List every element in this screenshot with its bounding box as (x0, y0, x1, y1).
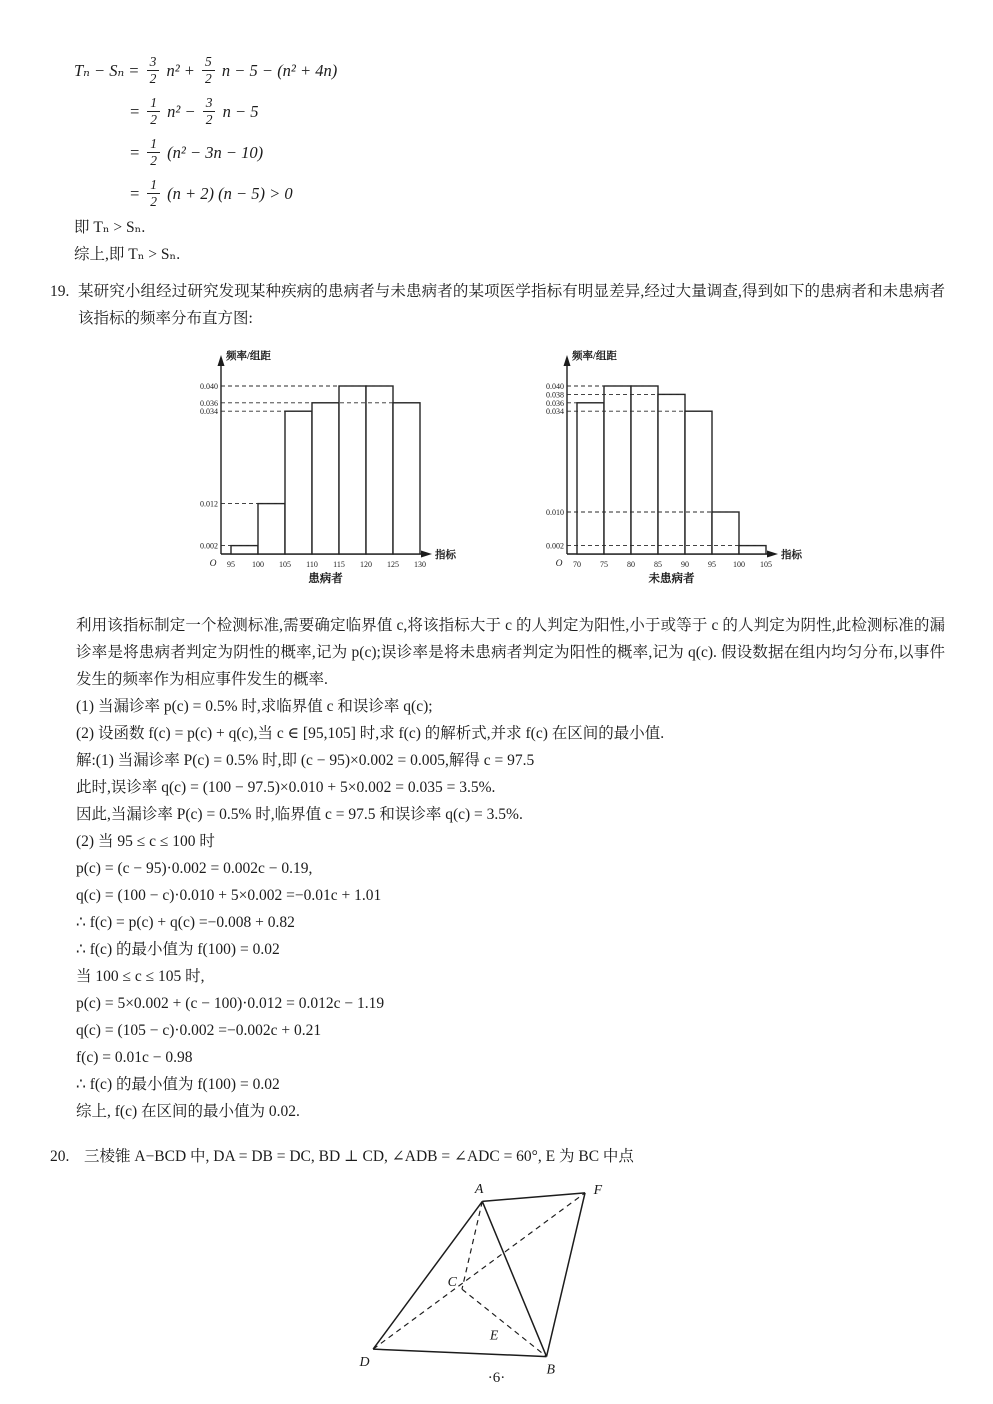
solution-line: q(c) = (100 − c)·0.010 + 5×0.002 =−0.01c + 1.01 (76, 887, 382, 904)
solution-line: 此时,误诊率 q(c) = (100 − 97.5)×0.010 + 5×0.002 = 0.035 = 3.5%. (76, 779, 496, 796)
question-20-stem: 三棱锥 A−BCD 中, DA = DB = DC, BD ⊥ CD, ∠ADB = ∠ADC = 60°, E 为 BC 中点 (84, 1148, 634, 1165)
solution-line: 当 100 ≤ c ≤ 105 时, (76, 968, 205, 985)
question-19-stem: 某研究小组经过研究发现某种疾病的患病者与未患病者的某项医学指标有明显差异,经过大量调查,得到如下的患病者和未患病者该指标的频率分布直方图: (78, 283, 945, 327)
x-tick-label: 95 (707, 560, 716, 569)
histogram-figures (50, 344, 945, 606)
question-19-item-1: (1) 当漏诊率 p(c) = 0.5% 时,求临界值 c 和误诊率 q(c); (76, 698, 433, 715)
edge-AF (482, 1193, 585, 1202)
histogram-svg (521, 344, 821, 606)
solution-line: p(c) = 5×0.002 + (c − 100)·0.012 = 0.012c − 1.19 (76, 995, 385, 1012)
histogram-bar (739, 546, 766, 554)
origin-label: O (555, 559, 562, 569)
x-tick-label: 130 (413, 560, 426, 569)
histogram-svg (175, 344, 475, 606)
vertex-label-B: B (546, 1362, 555, 1378)
y-tick-label: 0.002 (199, 541, 218, 551)
question-19-number: 19. (50, 283, 70, 300)
vertex-label-A: A (474, 1181, 483, 1197)
histogram-patients (175, 344, 475, 606)
x-axis-title: 指标 (434, 550, 456, 561)
math-text: = (129, 102, 145, 121)
y-tick-label: 0.034 (545, 407, 564, 417)
equation-block (74, 50, 945, 214)
histogram-bar (366, 386, 393, 554)
y-tick-label: 0.034 (199, 407, 218, 417)
edge-DA (373, 1201, 482, 1349)
x-tick-label: 90 (680, 560, 689, 569)
y-tick-label: 0.036 (199, 398, 218, 408)
equation-line-1 (74, 50, 945, 91)
y-axis-title: 频率/组距 (225, 351, 271, 362)
x-tick-label: 75 (599, 560, 608, 569)
conclusion-line-1: 即 Tₙ > Sₙ. (74, 219, 146, 236)
tetrahedron-svg (348, 1180, 638, 1378)
chart-title: 未患病者 (648, 573, 694, 585)
solution-line: ∴ f(c) 的最小值为 f(100) = 0.02 (76, 1076, 280, 1093)
edge-DB (373, 1349, 546, 1356)
y-tick-label: 0.012 (199, 499, 218, 509)
conclusion-line-2: 综上,即 Tₙ > Sₙ. (74, 246, 181, 263)
vertex-label-D: D (359, 1355, 370, 1371)
math-text: (n² − 3n − 10) (163, 143, 264, 162)
x-tick-label: 95 (226, 560, 235, 569)
histogram-non-patients (521, 344, 821, 606)
x-axis-arrow (767, 551, 778, 558)
equation-line-4 (129, 173, 945, 214)
x-tick-label: 80 (626, 560, 635, 569)
y-tick-label: 0.010 (545, 508, 564, 517)
histogram-bar (685, 411, 712, 554)
y-tick-label: 0.036 (545, 398, 564, 408)
solution-line: (2) 当 95 ≤ c ≤ 100 时 (76, 833, 215, 850)
solution-line: 因此,当漏诊率 P(c) = 0.5% 时,临界值 c = 97.5 和误诊率 q(c) = 3.5%. (76, 806, 523, 823)
histogram-bar (393, 403, 420, 554)
equation-line-3 (129, 132, 945, 173)
x-axis-title: 指标 (780, 550, 802, 561)
x-tick-label: 105 (759, 560, 772, 569)
x-tick-label: 120 (359, 560, 372, 569)
vertex-label-E: E (489, 1328, 498, 1344)
solution-line: p(c) = (c − 95)·0.002 = 0.002c − 0.19, (76, 860, 313, 877)
vertex-label-C: C (447, 1274, 457, 1290)
math-text: n − 5 − (n² + 4n) (217, 61, 338, 80)
y-axis-arrow (217, 355, 224, 366)
math-text: n² − (163, 102, 200, 121)
equation-line-2 (129, 91, 945, 132)
math-text: n² + (162, 61, 200, 80)
math-text: = (129, 184, 145, 203)
solution-line: f(c) = 0.01c − 0.98 (76, 1049, 193, 1066)
vertex-label-F: F (593, 1182, 602, 1198)
fraction: $\frac{1}{2}$ (147, 136, 160, 168)
solution-line: ∴ f(c) = p(c) + q(c) =−0.008 + 0.82 (76, 914, 295, 931)
histogram-bar (231, 546, 258, 554)
solution-line: 综上, f(c) 在区间的最小值为 0.02. (76, 1103, 300, 1120)
x-tick-label: 125 (386, 560, 399, 569)
x-axis-arrow (421, 551, 432, 558)
math-text: (n + 2) (n − 5) > 0 (163, 184, 293, 203)
question-20 (50, 1143, 945, 1170)
solution-line: 解:(1) 当漏诊率 P(c) = 0.5% 时,即 (c − 95)×0.002 = 0.005,解得 c = 97.5 (76, 752, 535, 769)
fraction: $\frac{1}{2}$ (147, 177, 160, 209)
histogram-bar (312, 403, 339, 554)
x-tick-label: 115 (332, 560, 345, 569)
math-text: n − 5 (218, 102, 259, 121)
math-text: Tₙ − Sₙ = (74, 61, 144, 80)
fraction: $\frac{5}{2}$ (202, 54, 215, 86)
page-number: ·6· (487, 1370, 506, 1386)
histogram-bar (258, 504, 285, 554)
y-tick-label: 0.002 (545, 541, 564, 551)
y-tick-label: 0.040 (545, 382, 564, 391)
fraction: $\frac{1}{2}$ (147, 95, 160, 127)
y-axis-title: 频率/组距 (571, 351, 617, 362)
question-19 (50, 278, 945, 332)
question-19-item-2: (2) 设函数 f(c) = p(c) + q(c),当 c ∈ [95,105] 时,求 f(c) 的解析式,并求 f(c) 在区间的最小值. (76, 725, 665, 742)
question-19-description: 利用该指标制定一个检测标准,需要确定临界值 c,将该指标大于 c 的人判定为阳性,小于或等于 c 的人判定为阴性,此检测标准的漏诊率是将患病者判定为阴性的概率,记为 p(c);误诊率是将未患病者判定为阳性的概率,记为 q(c). 假设数据在组内均匀分布,以事件发生的频率作为相应事件发生的概率. (76, 617, 945, 688)
origin-label: O (209, 559, 216, 569)
x-tick-label: 110 (305, 560, 318, 569)
histogram-bar (339, 386, 366, 554)
x-tick-label: 85 (653, 560, 662, 569)
histogram-bar (285, 411, 312, 554)
x-tick-label: 105 (278, 560, 291, 569)
solution-line: ∴ f(c) 的最小值为 f(100) = 0.02 (76, 941, 280, 958)
y-axis-arrow (563, 355, 570, 366)
chart-title: 患病者 (307, 573, 343, 585)
y-tick-label: 0.038 (545, 390, 564, 400)
fraction: $\frac{3}{2}$ (147, 54, 160, 86)
histogram-bar (712, 512, 739, 554)
histogram-bar (658, 394, 685, 554)
x-tick-label: 100 (251, 560, 264, 569)
y-tick-label: 0.040 (199, 382, 218, 391)
histogram-bar (577, 403, 604, 554)
solution-line: q(c) = (105 − c)·0.002 =−0.002c + 0.21 (76, 1022, 322, 1039)
x-tick-label: 100 (732, 560, 745, 569)
tetrahedron-figure (348, 1180, 648, 1378)
math-text: = (129, 143, 145, 162)
x-tick-label: 70 (572, 560, 581, 569)
question-20-number: 20. (50, 1148, 70, 1165)
edge-CB-dashed (461, 1289, 546, 1356)
fraction: $\frac{3}{2}$ (203, 95, 216, 127)
